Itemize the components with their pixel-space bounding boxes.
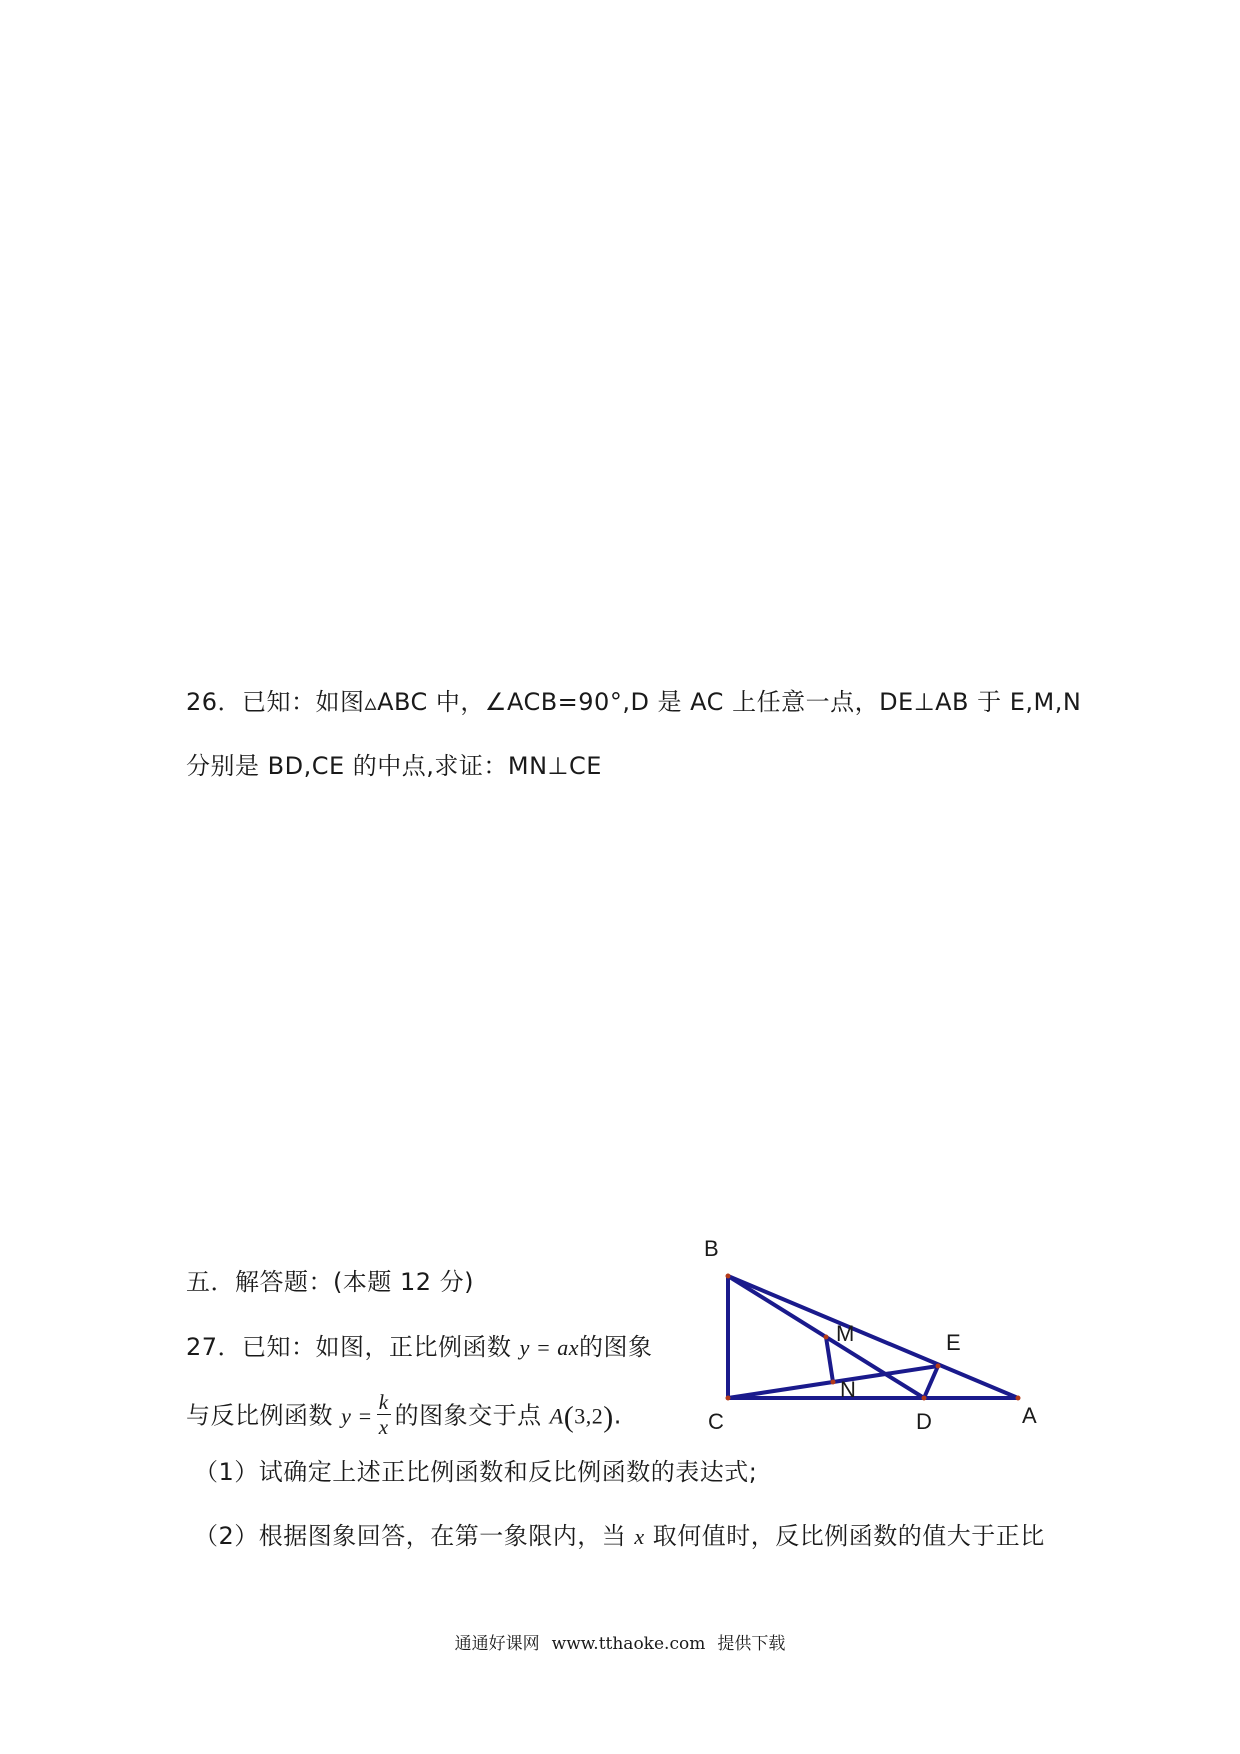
label-m: M [836, 1321, 855, 1346]
point-n [831, 1380, 836, 1385]
q27-line-2 [186, 1392, 622, 1441]
page-footer [0, 1632, 1240, 1656]
label-a: A [1022, 1403, 1037, 1428]
point-a [1016, 1396, 1021, 1401]
label-b: B [704, 1236, 719, 1261]
point-b [726, 1274, 731, 1279]
q27-point-coords: 3,2 [574, 1403, 604, 1429]
point-m [824, 1335, 829, 1340]
q27-y-equals: y = [341, 1403, 373, 1429]
figure-lines [728, 1276, 1018, 1398]
q27-sub2-var: x [634, 1524, 645, 1549]
q27-sub2-suffix: 取何值时，反比例函数的值大于正比 [644, 1522, 1045, 1550]
label-d: D [916, 1409, 932, 1434]
segment-de [924, 1366, 938, 1398]
q27-expr-direct: y = ax [519, 1335, 580, 1360]
q27-frac-denominator: x [378, 1415, 389, 1439]
label-e: E [946, 1330, 961, 1355]
q27-line2-end: . [613, 1401, 622, 1430]
point-c [726, 1396, 731, 1401]
label-c: C [708, 1409, 724, 1434]
segment-mn [826, 1337, 833, 1382]
q27-point-name: A [549, 1403, 564, 1429]
point-e [936, 1364, 941, 1369]
q27-prefix: 27．已知：如图，正比例函数 [186, 1333, 520, 1361]
footer-site-name: 通通好课网 [454, 1634, 540, 1654]
section-5-heading: 五．解答题：(本题 12 分) [186, 1268, 475, 1296]
footer-url[interactable]: www.tthaoke.com [551, 1634, 706, 1654]
q27-open-paren: ( [563, 1400, 575, 1434]
q27-line-1 [186, 1331, 653, 1364]
q26-line-1: 26．已知：如图▵ABC 中，∠ACB=90°,D 是 AC 上任意一点，DE⊥AB 于 E,M,N [186, 688, 1082, 716]
q27-sub2-prefix: （2）根据图象回答，在第一象限内，当 [194, 1522, 635, 1550]
q27-line2-mid: 的图象交于点 [394, 1401, 550, 1430]
q27-suffix-1: 的图象 [579, 1333, 653, 1361]
footer-tail: 提供下载 [717, 1634, 786, 1654]
q27-close-paren: ) [603, 1400, 614, 1434]
q26-line-2: 分别是 BD,CE 的中点,求证：MN⊥CE [186, 752, 602, 780]
segment-ba [728, 1276, 1018, 1398]
q27-fraction [377, 1390, 391, 1439]
q27-frac-numerator: k [378, 1390, 389, 1414]
label-n: N [840, 1377, 856, 1402]
q27-sub-1: （1）试确定上述正比例函数和反比例函数的表达式; [194, 1458, 758, 1486]
triangle-figure [690, 1230, 1070, 1450]
q27-line2-prefix: 与反比例函数 [186, 1401, 342, 1430]
point-d [922, 1396, 927, 1401]
q27-sub-2 [194, 1520, 1045, 1553]
